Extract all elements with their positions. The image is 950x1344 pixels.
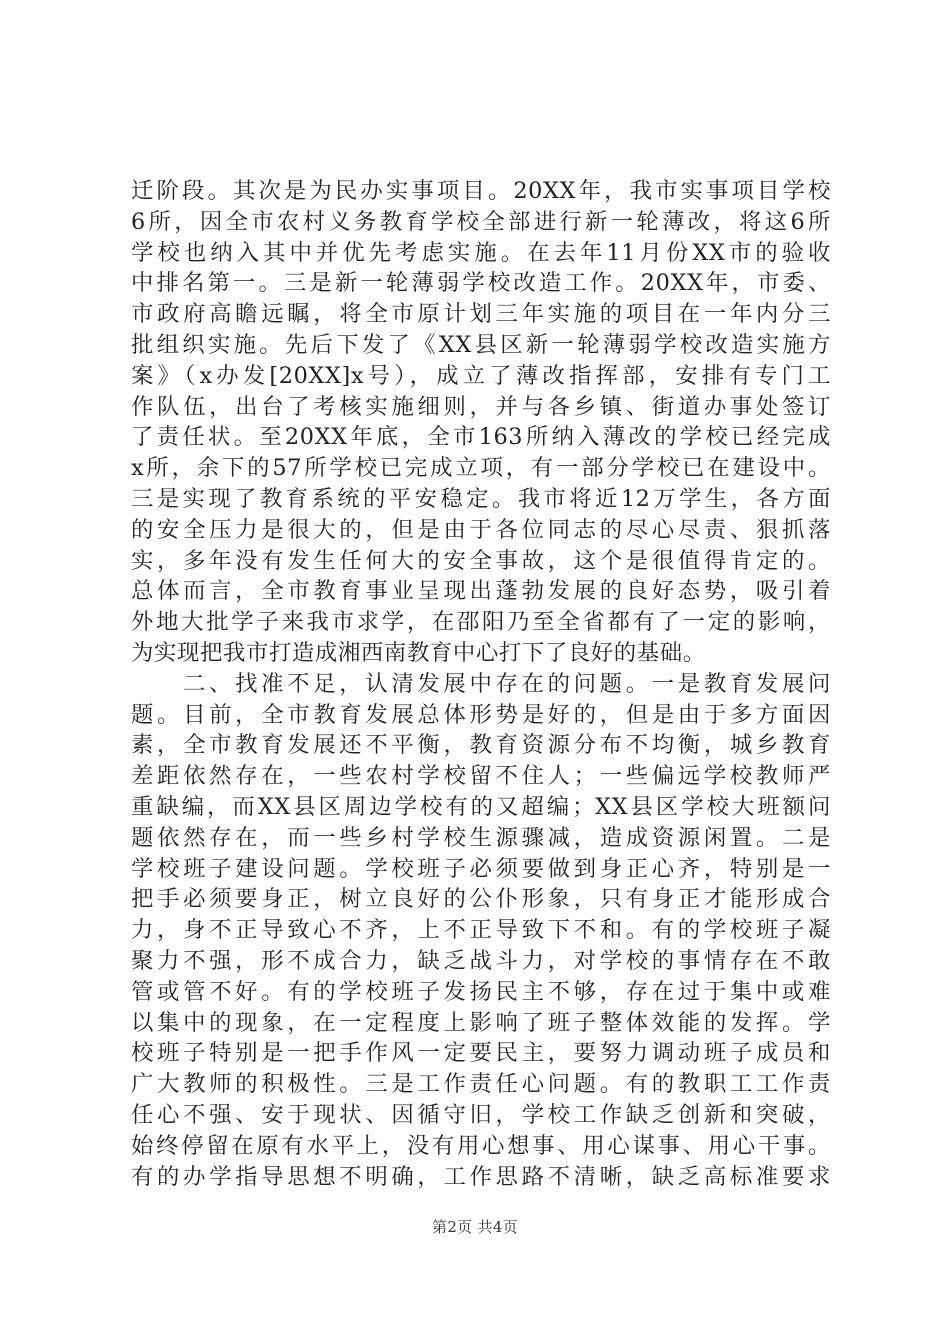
text-line: 实，多年没有发生任何大的安全事故，这个是很值得肯定的。	[131, 547, 831, 574]
text-line: 力，身不正导致心不齐，上不正导致下不和。有的学校班子凝	[131, 917, 831, 944]
text-line: 三是实现了教育系统的平安稳定。我市将近12万学生，各方面	[131, 485, 831, 512]
text-line: 作队伍，出台了考核实施细则，并与各乡镇、街道办事处签订	[131, 393, 831, 420]
text-line: 始终停留在原有水平上，没有用心想事、用心谋事、用心干事。	[131, 1132, 831, 1159]
body-text	[131, 176, 831, 1192]
text-line: 批组织实施。先后下发了《XX县区新一轮薄弱学校改造实施方	[131, 331, 831, 358]
text-line: 了责任状。至20XX年底，全市163所纳入薄改的学校已经完成	[131, 424, 831, 451]
text-line: 6所，因全市农村义务教育学校全部进行新一轮薄改，将这6所	[131, 208, 831, 235]
text-line: 题依然存在，而一些乡村学校生源骤减，造成资源闲置。二是	[131, 824, 831, 851]
text-line: 案》（x办发[20XX]x号），成立了薄改指挥部，安排有专门工	[131, 362, 831, 389]
text-line: 中排名第一。三是新一轮薄弱学校改造工作。20XX年，市委、	[131, 270, 831, 297]
text-line: 学校也纳入其中并优先考虑实施。在去年11月份XX市的验收	[131, 239, 831, 266]
text-line: 重缺编，而XX县区周边学校有的又超编；XX县区学校大班额问	[131, 793, 831, 820]
text-line: 为实现把我市打造成湘西南教育中心打下了良好的基础。	[131, 639, 706, 666]
text-line: 学校班子建设问题。学校班子必须要做到身正心齐，特别是一	[131, 855, 831, 882]
text-line: 任心不强、安于现状、因循守旧，学校工作缺乏创新和突破，	[131, 1101, 831, 1128]
text-line: 管或管不好。有的学校班子发扬民主不够，存在过于集中或难	[131, 978, 831, 1005]
text-line: 总体而言，全市教育事业呈现出蓬勃发展的良好态势，吸引着	[131, 578, 831, 605]
text-line: 把手必须要身正，树立良好的公仆形象，只有身正才能形成合	[131, 886, 831, 913]
text-line: 聚力不强，形不成合力，缺乏战斗力，对学校的事情存在不敢	[131, 947, 831, 974]
text-line: 校班子特别是一把手作风一定要民主，要努力调动班子成员和	[131, 1040, 831, 1067]
text-line: 外地大批学子来我市求学，在邵阳乃至全省都有了一定的影响，	[131, 609, 831, 636]
text-line: 以集中的现象，在一定程度上影响了班子整体效能的发挥。学	[131, 1009, 831, 1036]
text-line: 的安全压力是很大的，但是由于各位同志的尽心尽责、狠抓落	[131, 516, 831, 543]
text-line: 题。目前，全市教育发展总体形势是好的，但是由于多方面因	[131, 701, 831, 728]
text-line: 有的办学指导思想不明确，工作思路不清晰，缺乏高标准要求	[131, 1163, 831, 1190]
text-line: 广大教师的积极性。三是工作责任心问题。有的教职工工作责	[131, 1071, 831, 1098]
section-heading-line: 二、找准不足，认清发展中存在的问题。一是教育发展问	[183, 670, 831, 697]
page-footer: 第2页 共4页	[432, 1218, 518, 1236]
text-line: x所，余下的57所学校已完成立项，有一部分学校已在建设中。	[131, 455, 831, 482]
text-line: 迁阶段。其次是为民办实事项目。20XX年，我市实事项目学校	[131, 178, 831, 204]
text-line: 差距依然存在，一些农村学校留不住人；一些偏远学校教师严	[131, 763, 831, 790]
text-line: 素，全市教育发展还不平衡，教育资源分布不均衡，城乡教育	[131, 732, 831, 759]
text-line: 市政府高瞻远瞩，将全市原计划三年实施的项目在一年内分三	[131, 301, 831, 328]
